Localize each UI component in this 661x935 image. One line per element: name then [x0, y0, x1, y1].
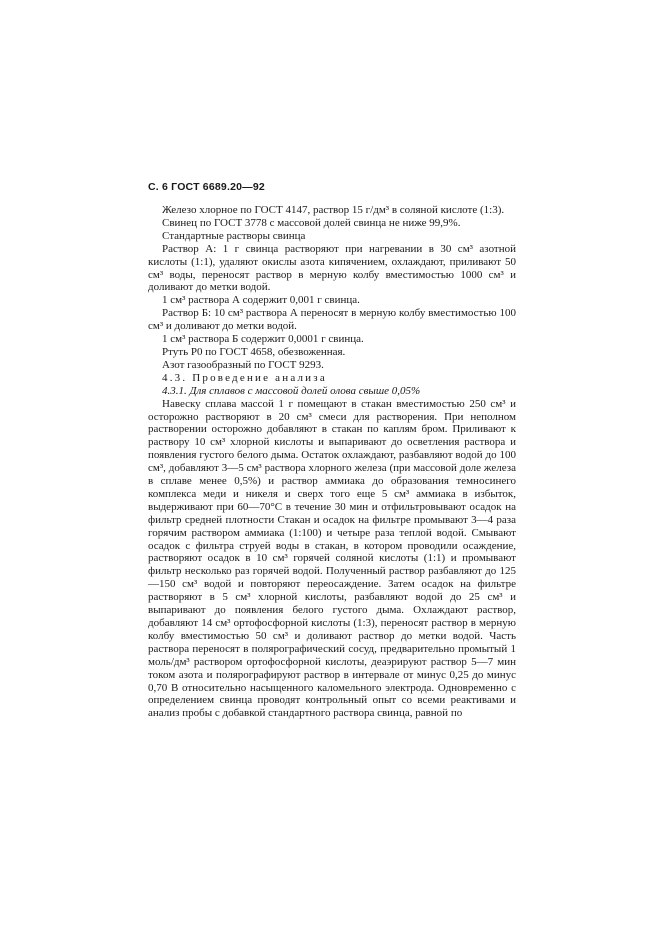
- paragraph: 1 см³ раствора А содержит 0,001 г свинца.: [162, 294, 360, 307]
- paragraph: Ртуть Р0 по ГОСТ 4658, обезвоженная.: [162, 345, 346, 358]
- paragraph: Раствор Б: 10 см³ раствора А переносят в мерную колбу вместимостью 100 см³ и доливают до метки водой.: [148, 307, 516, 333]
- document-body: [148, 204, 516, 720]
- paragraph: Стандартные растворы свинца: [162, 229, 306, 242]
- paragraph: Раствор А: 1 г свинца растворяют при нагревании в 30 см³ азотной кислоты (1:1), удаляют окислы азота кипячением, охлаждают, приливают 50 см³ воды, переносят раствор в мерную колбу вместимостью 1000 см³ и доливают до метки водой.: [148, 242, 516, 294]
- subsection-heading: 4.3.1. Для сплавов с массовой долей олова свыше 0,05%: [162, 384, 421, 397]
- main-paragraph: Навеску сплава массой 1 г помещают в стакан вместимостью 250 см³ и осторожно растворяют в 20 см³ смеси для растворения. При неполном растворении осторожно добавляют в стакан по каплям бром. Приливают к раствору 10 см³ хлорной кислоты и выпаривают до осветления раствора и появления густого белого дыма. Остаток охлаждают, разбавляют водой до 100 см³, добавляют 3—5 см³ раствора хлорного железа (при массовой доле железа в сплаве менее 0,5%) и раствор аммиака до образования темносинего комплекса меди и никеля и сверх того еще 5 см³ аммиака в избыток, выдерживают при 60—70°С в течение 30 мин и отфильтровывают осадок на фильтр средней плотности Стакан и осадок на фильтре промывают 3—4 раза горячим раствором аммиака (1:100) и четыре раза теплой водой. Смывают осадок с фильтра струей воды в стакан, в котором проводили осаждение, растворяют осадок в 10 см³ горячей соляной кислоты (1:1) и промывают фильтр несколько раз горячей водой. Полученный раствор разбавляют до 125—150 см³ водой и повторяют переосаждение. Затем осадок на фильтре растворяют в 5 см³ хлорной кислоты, разбавляют водой до 25 см³ и выпаривают до появления белого густого дыма. Охлаждают раствор, добавляют 14 см³ ортофосфорной кислоты (1:3), переносят раствор в мерную колбу вместимостью 50 см³ и доливают раствор до метки водой. Часть раствора переносят в полярографический сосуд, предварительно промытый 1 моль/дм³ раствором ортофосфорной кислоты, деаэрируют раствор 5—7 мин током азота и полярографируют раствор в интервале от минус 0,25 до минус 0,70 В относительно насыщенного каломельного электрода. Одновременно с определением свинца проводят контрольный опыт со всеми реактивами и анализ пробы с добавкой стандартного раствора свинца, равной по: [148, 397, 516, 720]
- paragraph: Свинец по ГОСТ 3778 с массовой долей свинца не ниже 99,9%.: [162, 216, 461, 229]
- section-heading: 4.3. Проведение анализа: [162, 371, 327, 384]
- paragraph: Железо хлорное по ГОСТ 4147, раствор 15 г/дм³ в соляной кислоте (1:3).: [162, 204, 505, 216]
- page-header: С. 6 ГОСТ 6689.20—92: [148, 181, 265, 193]
- paragraph: 1 см³ раствора Б содержит 0,0001 г свинца.: [162, 333, 364, 346]
- paragraph: Азот газообразный по ГОСТ 9293.: [162, 358, 324, 371]
